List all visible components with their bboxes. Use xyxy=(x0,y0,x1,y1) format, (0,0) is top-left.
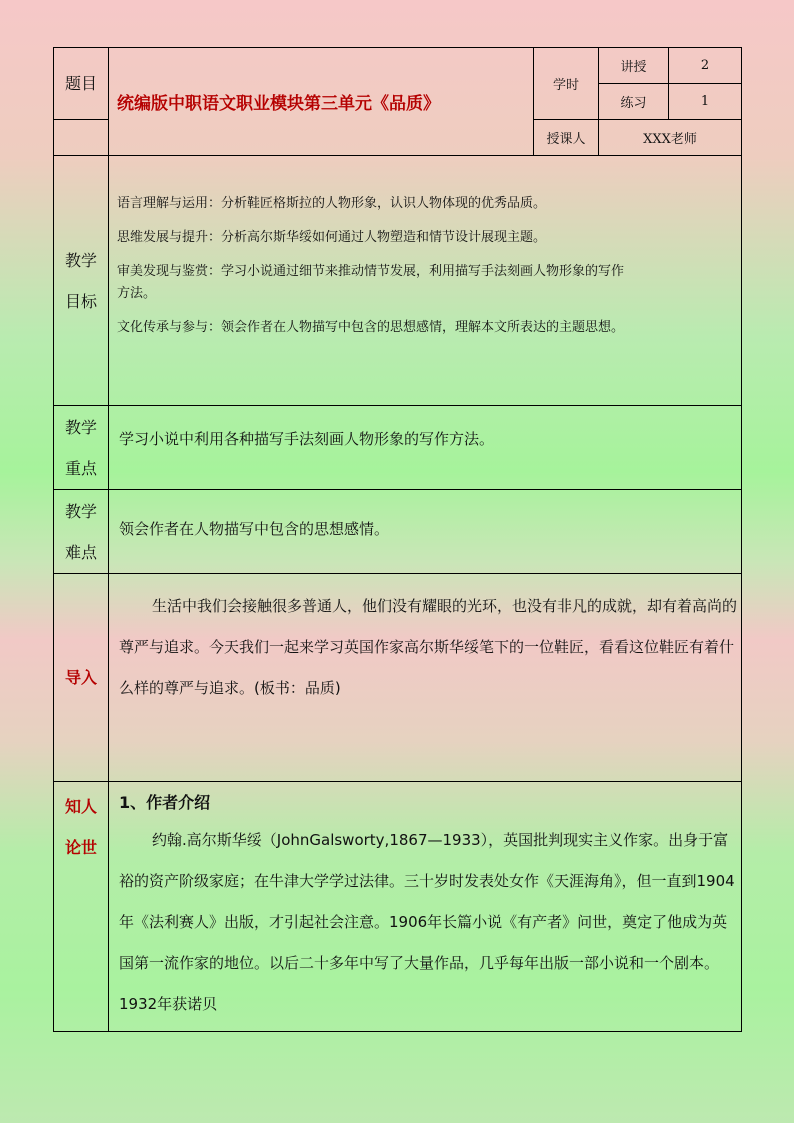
topic-label-filler xyxy=(54,120,109,156)
topic-label xyxy=(54,48,109,120)
author-content xyxy=(109,782,742,1032)
difficulties-label-line1: 教学 xyxy=(64,501,97,521)
key-points-label-line1: 教学 xyxy=(64,417,97,437)
objective-aesthetic: 审美发现与鉴赏：学习小说通过细节来推动情节发展，利用描写手法刻画人物形象的写作 xyxy=(117,264,625,279)
objectives-content xyxy=(109,156,742,406)
objectives-label-line2: 目标 xyxy=(64,291,97,311)
teacher-name-text: XXX老师 xyxy=(643,132,697,147)
teacher-label xyxy=(534,120,599,156)
lecture-hours xyxy=(669,48,742,84)
topic-label-text: 题目 xyxy=(64,73,97,93)
author-bio-text: 约翰.高尔斯华绥（JohnGalsworty,1867—1933），英国批判现实主义作家。出身于富裕的资产阶级家庭；在牛津大学学过法律。三十岁时发表处女作《天涯海角》，但一直到1904年《法利赛人》出版，才引起社会注意。1906年长篇小说《有产者》问世，奠定了他成为英国第一流作家的地位。以后二十多年中写了大量作品，几乎每年出版一部小说和一个剧本。1932年获诺贝 xyxy=(119,831,735,1013)
difficulties-text: 领会作者在人物描写中包含的思想感情。 xyxy=(119,520,390,538)
teacher-name xyxy=(599,120,742,156)
author-heading: 1、作者介绍 xyxy=(119,793,211,812)
difficulties-label xyxy=(54,490,109,574)
key-points-label xyxy=(54,406,109,490)
author-label-line2: 论世 xyxy=(64,838,97,857)
intro-label-text: 导入 xyxy=(64,667,97,687)
difficulties-label-line2: 难点 xyxy=(64,542,97,562)
hours-label xyxy=(534,48,599,120)
lesson-title xyxy=(109,48,534,156)
practice-hours xyxy=(669,84,742,120)
intro-label xyxy=(54,574,109,782)
objectives-label xyxy=(54,156,109,406)
key-points-content xyxy=(109,406,742,490)
lecture-label-text: 讲授 xyxy=(620,60,647,75)
difficulties-content xyxy=(109,490,742,574)
author-label xyxy=(54,782,109,1032)
author-label-line1: 知人 xyxy=(64,797,97,816)
teacher-label-text: 授课人 xyxy=(546,132,586,147)
practice-label xyxy=(599,84,669,120)
lesson-title-text: 统编版中职语文职业模块第三单元《品质》 xyxy=(117,94,440,114)
objective-aesthetic-cont: 方法。 xyxy=(117,286,157,301)
objective-language: 语言理解与运用：分析鞋匠格斯拉的人物形象，认识人物体现的优秀品质。 xyxy=(117,196,547,211)
objective-culture: 文化传承与参与：领会作者在人物描写中包含的思想感情，理解本文所表达的主题思想。 xyxy=(117,320,625,335)
objective-thinking: 思维发展与提升：分析高尔斯华绥如何通过人物塑造和情节设计展现主题。 xyxy=(117,230,547,245)
hours-label-text: 学时 xyxy=(552,78,579,93)
practice-hours-text: 1 xyxy=(700,94,710,109)
intro-text: 生活中我们会接触很多普通人，他们没有耀眼的光环，也没有非凡的成就，却有着高尚的尊严与追求。今天我们一起来学习英国作家高尔斯华绥笔下的一位鞋匠，看看这位鞋匠有着什么样的尊严与追求。(板书：品质) xyxy=(119,597,738,697)
lesson-plan-table xyxy=(53,47,742,1032)
key-points-text: 学习小说中利用各种描写手法刻画人物形象的写作方法。 xyxy=(119,430,495,448)
objectives-label-line1: 教学 xyxy=(64,250,97,270)
practice-label-text: 练习 xyxy=(620,96,647,111)
lecture-hours-text: 2 xyxy=(700,58,710,73)
lecture-label xyxy=(599,48,669,84)
intro-content xyxy=(109,574,742,782)
key-points-label-line2: 重点 xyxy=(64,458,97,478)
